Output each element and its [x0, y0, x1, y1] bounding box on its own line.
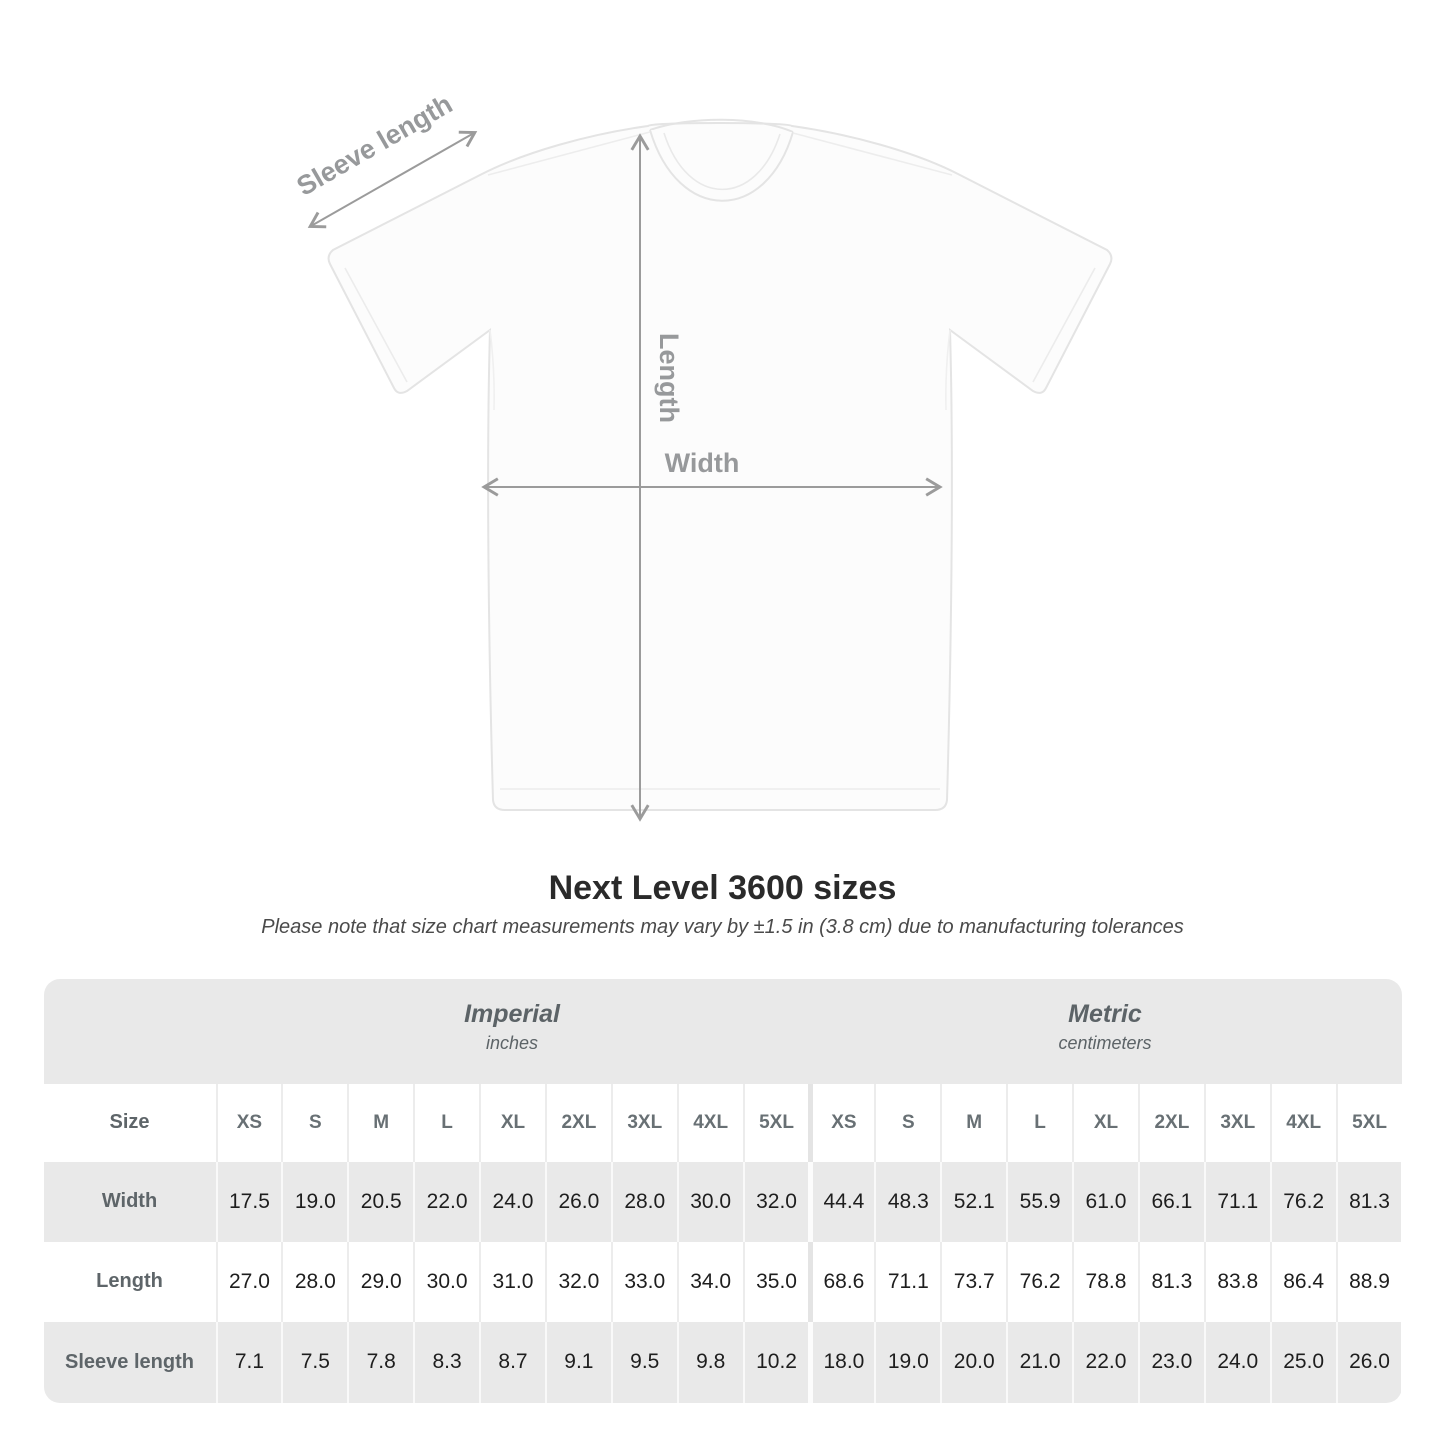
value-cell-imperial: 7.1: [216, 1322, 282, 1403]
page-title: Next Level 3600 sizes: [548, 869, 897, 907]
value-cell-imperial: 8.7: [479, 1322, 545, 1403]
imperial-section-unit: inches: [485, 1032, 539, 1053]
value-cell-metric: 86.4: [1270, 1242, 1336, 1322]
value-cell-metric: 88.9: [1336, 1242, 1402, 1322]
value-cell-metric: 78.8: [1072, 1242, 1138, 1322]
imperial-section-header: [216, 979, 809, 1084]
value-cell-imperial: 22.0: [413, 1162, 479, 1242]
metric-section-unit: centimeters: [1058, 1032, 1152, 1053]
value-cell-metric: 52.1: [940, 1162, 1006, 1242]
imperial-section-name: Imperial: [464, 1000, 560, 1029]
size-col-header-imperial: 2XL: [545, 1084, 611, 1162]
row-label: Length: [44, 1242, 216, 1322]
value-cell-metric: 55.9: [1006, 1162, 1072, 1242]
value-cell-metric: 22.0: [1072, 1322, 1138, 1403]
value-cell-metric: 73.7: [940, 1242, 1006, 1322]
value-cell-imperial: 32.0: [743, 1162, 809, 1242]
value-cell-imperial: 32.0: [545, 1242, 611, 1322]
value-cell-metric: 81.3: [1138, 1242, 1204, 1322]
value-cell-imperial: 9.8: [677, 1322, 743, 1403]
size-col-header-imperial: XS: [216, 1084, 282, 1162]
size-header-row: [44, 1084, 1402, 1162]
table-header: [44, 979, 1402, 1084]
value-cell-metric: 76.2: [1270, 1162, 1336, 1242]
value-cell-imperial: 30.0: [413, 1242, 479, 1322]
value-cell-imperial: 27.0: [216, 1242, 282, 1322]
metric-section-name: Metric: [1068, 1000, 1142, 1029]
value-cell-metric: 71.1: [1204, 1162, 1270, 1242]
value-cell-imperial: 28.0: [611, 1162, 677, 1242]
size-col-header-imperial: 4XL: [677, 1084, 743, 1162]
table-body: [44, 1162, 1402, 1403]
size-col-header-metric: 5XL: [1336, 1084, 1402, 1162]
table-corner-cell: [44, 979, 216, 1084]
value-cell-metric: 18.0: [808, 1322, 874, 1403]
value-cell-imperial: 31.0: [479, 1242, 545, 1322]
value-cell-metric: 20.0: [940, 1322, 1006, 1403]
value-cell-imperial: 17.5: [216, 1162, 282, 1242]
value-cell-imperial: 35.0: [743, 1242, 809, 1322]
size-col-header-metric: S: [874, 1084, 940, 1162]
value-cell-imperial: 26.0: [545, 1162, 611, 1242]
value-cell-metric: 23.0: [1138, 1322, 1204, 1403]
value-cell-metric: 44.4: [808, 1162, 874, 1242]
table-row: [44, 1162, 1402, 1242]
size-col-header-imperial: L: [413, 1084, 479, 1162]
value-cell-imperial: 29.0: [347, 1242, 413, 1322]
value-cell-imperial: 28.0: [281, 1242, 347, 1322]
size-col-header-metric: XS: [808, 1084, 874, 1162]
size-col-header-imperial: S: [281, 1084, 347, 1162]
size-col-header-metric: 3XL: [1204, 1084, 1270, 1162]
value-cell-metric: 61.0: [1072, 1162, 1138, 1242]
metric-section-header: [809, 979, 1402, 1084]
sleeve-length-label: Sleeve length: [291, 88, 458, 202]
value-cell-imperial: 7.8: [347, 1322, 413, 1403]
value-cell-metric: 25.0: [1270, 1322, 1336, 1403]
value-cell-metric: 26.0: [1336, 1322, 1402, 1403]
value-cell-imperial: 10.2: [743, 1322, 809, 1403]
size-col-header-metric: XL: [1072, 1084, 1138, 1162]
size-col-header-imperial: 5XL: [743, 1084, 809, 1162]
value-cell-imperial: 30.0: [677, 1162, 743, 1242]
value-cell-imperial: 34.0: [677, 1242, 743, 1322]
value-cell-imperial: 33.0: [611, 1242, 677, 1322]
value-cell-metric: 48.3: [874, 1162, 940, 1242]
size-col-header-metric: M: [940, 1084, 1006, 1162]
value-cell-imperial: 9.1: [545, 1322, 611, 1403]
value-cell-imperial: 7.5: [281, 1322, 347, 1403]
value-cell-metric: 21.0: [1006, 1322, 1072, 1403]
value-cell-metric: 83.8: [1204, 1242, 1270, 1322]
size-col-header-metric: 2XL: [1138, 1084, 1204, 1162]
value-cell-imperial: 19.0: [281, 1162, 347, 1242]
table-row: [44, 1322, 1402, 1403]
size-col-header-imperial: 3XL: [611, 1084, 677, 1162]
value-cell-metric: 76.2: [1006, 1242, 1072, 1322]
table-row: [44, 1242, 1402, 1322]
value-cell-metric: 19.0: [874, 1322, 940, 1403]
size-col-header-metric: 4XL: [1270, 1084, 1336, 1162]
size-table: [44, 979, 1402, 1403]
size-col-header-metric: L: [1006, 1084, 1072, 1162]
tolerance-note: Please note that size chart measurements may vary by ±1.5 in (3.8 cm) due to manufacturing tolerances: [261, 915, 1184, 938]
size-row-label: Size: [44, 1084, 216, 1162]
value-cell-metric: 66.1: [1138, 1162, 1204, 1242]
length-label: Length: [654, 333, 684, 423]
value-cell-imperial: 20.5: [347, 1162, 413, 1242]
value-cell-imperial: 8.3: [413, 1322, 479, 1403]
value-cell-metric: 71.1: [874, 1242, 940, 1322]
value-cell-metric: 68.6: [808, 1242, 874, 1322]
value-cell-metric: 81.3: [1336, 1162, 1402, 1242]
row-label: Width: [44, 1162, 216, 1242]
value-cell-imperial: 24.0: [479, 1162, 545, 1242]
row-label: Sleeve length: [44, 1322, 216, 1403]
size-col-header-imperial: XL: [479, 1084, 545, 1162]
value-cell-imperial: 9.5: [611, 1322, 677, 1403]
size-col-header-imperial: M: [347, 1084, 413, 1162]
value-cell-metric: 24.0: [1204, 1322, 1270, 1403]
width-label: Width: [664, 448, 740, 478]
